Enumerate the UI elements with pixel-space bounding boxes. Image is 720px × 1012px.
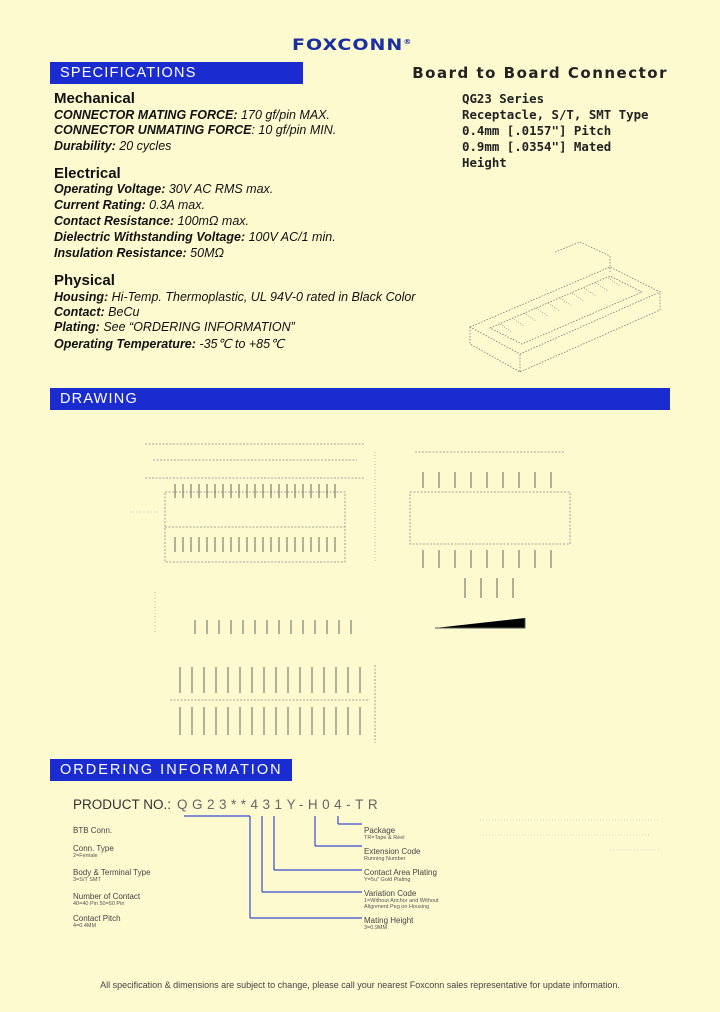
spec-label: Contact Resistance: xyxy=(54,214,175,228)
mechanical-heading: Mechanical xyxy=(54,90,135,107)
product-code: QG23**431Y-H04-TR xyxy=(177,797,383,812)
series-line: Height xyxy=(462,155,507,170)
ordering-bar: ORDERING INFORMATION xyxy=(50,759,292,781)
spec-label: Insulation Resistance: xyxy=(54,246,187,260)
logo-text: FOXCONN xyxy=(292,35,404,55)
spec-value: 50MΩ xyxy=(186,246,224,260)
connector-isometric-illustration xyxy=(460,232,670,382)
spec-label: Contact: xyxy=(54,305,105,319)
ordering-right-fields xyxy=(364,826,454,931)
field-detail: Y=5u" Gold Plating xyxy=(364,877,411,883)
spec-line xyxy=(54,246,224,260)
field-detail: Running Number xyxy=(364,856,406,862)
electrical-heading: Electrical xyxy=(54,165,121,182)
spec-line xyxy=(54,198,205,212)
field-name: Contact Area Plating xyxy=(364,868,437,877)
field-detail: 3=S/T SMT xyxy=(73,877,101,883)
field-detail: 4=0.4MM xyxy=(73,923,97,929)
field-detail: 1=Without Anchor and Without Alignment Peg on Housing xyxy=(364,898,439,910)
field-name: Contact Pitch xyxy=(73,914,121,923)
spec-label: CONNECTOR MATING FORCE: xyxy=(54,108,238,122)
spec-line xyxy=(54,320,295,334)
series-line: QG23 Series xyxy=(462,91,545,106)
spec-value: 30V AC RMS max. xyxy=(165,182,274,196)
faint-scan-marks xyxy=(470,815,670,865)
series-line: 0.4mm [.0157"] Pitch xyxy=(462,123,612,138)
ordering-left-fields xyxy=(73,826,151,929)
field-name: Variation Code xyxy=(364,889,417,898)
field-detail: 3=0.9MM xyxy=(364,925,388,931)
field-name: Extension Code xyxy=(364,847,421,856)
spec-label: Durability: xyxy=(54,139,116,153)
spec-line xyxy=(54,230,336,244)
spec-value: 100V AC/1 min. xyxy=(245,230,336,244)
footer-disclaimer: All specification & dimensions are subject to change, please call your nearest Foxconn sales representative for update information. xyxy=(100,980,620,990)
technical-drawing-top-view xyxy=(125,432,385,647)
spec-value: Hi-Temp. Thermoplastic, UL 94V-0 rated in Black Color xyxy=(108,290,416,304)
spec-line xyxy=(54,139,171,153)
field-name: Package xyxy=(364,826,396,835)
series-line: 0.9mm [.0354"] Mated xyxy=(462,139,612,154)
spec-line xyxy=(54,123,336,137)
technical-drawing-side-view xyxy=(395,440,575,640)
technical-drawing-bottom-view xyxy=(160,655,390,750)
product-label: PRODUCT NO.: xyxy=(73,797,172,812)
field-name: Number of Contact xyxy=(73,892,141,901)
spec-value: : 10 gf/pin MIN. xyxy=(251,123,337,137)
field-name: Conn. Type xyxy=(73,844,114,853)
spec-label: Dielectric Withstanding Voltage: xyxy=(54,230,246,244)
field-detail: 2=Female xyxy=(73,853,98,859)
field-name: Body & Terminal Type xyxy=(73,868,151,877)
spec-value: BeCu xyxy=(104,305,140,319)
specifications-bar: SPECIFICATIONS xyxy=(50,62,303,84)
spec-line xyxy=(54,305,139,319)
spec-value: 0.3A max. xyxy=(145,198,205,212)
series-line: Receptacle, S/T, SMT Type xyxy=(462,107,649,122)
spec-value: See “ORDERING INFORMATION” xyxy=(99,320,295,334)
field-name: Mating Height xyxy=(364,916,414,925)
field-detail: TR=Tape & Reel xyxy=(364,835,405,841)
registered-mark: ® xyxy=(403,37,413,46)
spec-line xyxy=(54,290,415,304)
spec-value: 100mΩ max. xyxy=(174,214,249,228)
physical-heading: Physical xyxy=(54,272,115,289)
drawing-bar: DRAWING xyxy=(50,388,670,410)
spec-label: Operating Temperature: xyxy=(54,337,196,351)
spec-line xyxy=(54,336,284,351)
spec-line xyxy=(54,214,249,228)
spec-label: Operating Voltage: xyxy=(54,182,166,196)
spec-label: CONNECTOR UNMATING FORCE xyxy=(54,123,252,137)
spec-label: Current Rating: xyxy=(54,198,146,212)
foxconn-logo xyxy=(292,36,412,55)
spec-value: 20 cycles xyxy=(115,139,172,153)
spec-line xyxy=(54,182,273,196)
spec-label: Plating: xyxy=(54,320,100,334)
field-name: BTB Conn. xyxy=(73,826,113,835)
field-detail: 40=40 Pin 50=50 Pin xyxy=(73,901,125,907)
series-description xyxy=(462,91,692,171)
spec-line xyxy=(54,108,330,122)
page-title: Board to Board Connector xyxy=(412,64,668,82)
spec-value: 170 gf/pin MAX. xyxy=(237,108,330,122)
spec-value: -35℃ to +85℃ xyxy=(195,337,285,351)
spec-label: Housing: xyxy=(54,290,109,304)
